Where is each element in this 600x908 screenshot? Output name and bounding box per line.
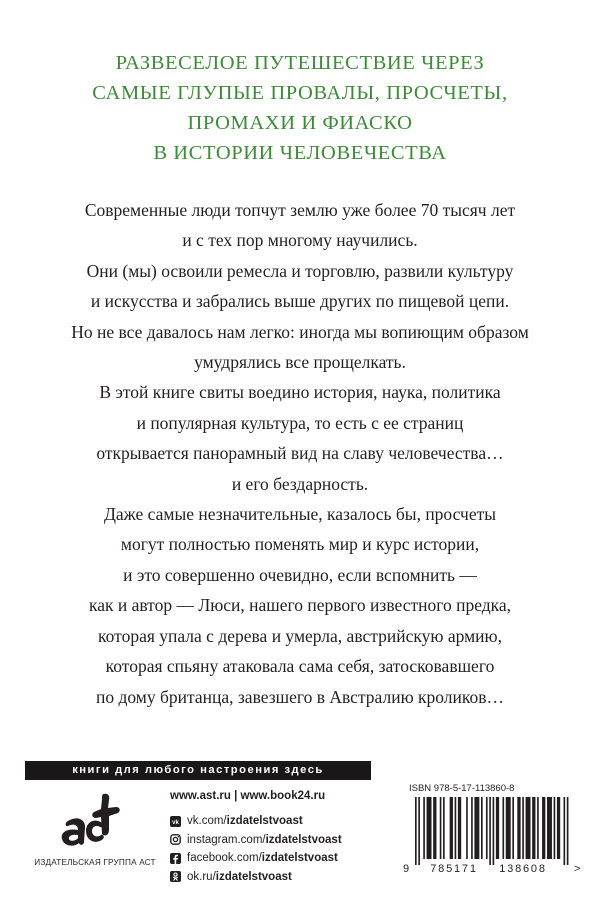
barcode-bar xyxy=(455,797,457,859)
barcode-bars xyxy=(415,797,568,865)
barcode-bar xyxy=(537,797,539,859)
social-prefix: facebook.com/ xyxy=(187,852,262,865)
blurb-line: могут полностью поменять мир и курс истории, xyxy=(120,534,480,555)
blurb-line: и его бездарность. xyxy=(231,473,369,494)
blurb-line: по дому британца, завезшего в Австралию кроликов… xyxy=(95,686,505,707)
isbn-label: ISBN 978-5-17-113860-8 xyxy=(409,783,515,794)
barcode-bar xyxy=(547,797,552,859)
barcode-bar xyxy=(517,797,520,859)
social-link-vk[interactable] xyxy=(170,812,342,831)
social-handle: izdatelstvoast xyxy=(215,870,292,883)
barcode-bar xyxy=(466,797,468,859)
blurb-line: Современные люди топчут землю уже более 70 тысяч лет xyxy=(84,200,516,220)
barcode xyxy=(399,795,589,875)
barcode-bar xyxy=(481,797,483,859)
blurb-line: и это совершенно очевидно, если вспомнить — xyxy=(123,564,477,585)
headline xyxy=(0,48,600,168)
barcode-bar xyxy=(554,797,556,859)
barcode-bar xyxy=(542,797,545,859)
ast-logo xyxy=(50,790,122,852)
barcode-left-digits: 785171 xyxy=(430,863,478,875)
social-prefix: vk.com/ xyxy=(187,815,227,828)
barcode-bar xyxy=(496,797,499,859)
blurb-line: которая упала с дерева и умерла, австрийскую армию, xyxy=(98,625,502,646)
barcode-bar xyxy=(502,797,504,859)
barcode-bar xyxy=(433,797,436,859)
barcode-right-digits: 138608 xyxy=(499,863,547,875)
barcode-bar xyxy=(493,797,495,865)
social-prefix: instagram.com/ xyxy=(187,833,266,846)
social-link-instagram[interactable] xyxy=(170,831,342,850)
barcode-bar xyxy=(474,797,479,859)
barcode-bar xyxy=(489,797,491,865)
svg-text:vk: vk xyxy=(172,819,179,826)
barcode-first-digit: 9 xyxy=(403,863,410,875)
instagram-icon xyxy=(170,834,181,845)
barcode-bar xyxy=(427,797,432,859)
social-link-odnoklassniki[interactable] xyxy=(170,868,342,887)
publisher-links xyxy=(170,790,342,886)
blurb-line: открывается панорамный вид на славу человечества… xyxy=(96,443,504,464)
barcode-bar xyxy=(443,797,445,859)
barcode-bar xyxy=(506,797,511,859)
blurb-line: которая спьяну атаковала сама себя, затосковавшего xyxy=(105,656,495,677)
blurb-line: и популярная культура, то есть с ее страниц xyxy=(136,412,464,433)
websites[interactable]: www.ast.ru | www.book24.ru xyxy=(170,790,326,802)
barcode-bar xyxy=(471,797,473,859)
headline-line: ПРОМАХИ И ФИАСКО xyxy=(187,112,413,134)
barcode-bar xyxy=(567,797,569,865)
social-link-facebook[interactable] xyxy=(170,849,342,868)
barcode-bar xyxy=(557,797,560,859)
barcode-bar xyxy=(526,797,531,859)
social-prefix: ok.ru/ xyxy=(187,870,216,883)
headline-line: РАЗВЕСЕЛОЕ ПУТЕШЕСТВИЕ ЧЕРЕЗ xyxy=(115,52,485,74)
blurb-line: умудрялись все прощелкать. xyxy=(194,352,406,373)
blurb-line: и с тех пор многому научились. xyxy=(182,230,418,251)
barcode-bar xyxy=(532,797,535,859)
blurb-line: Они (мы) освоили ремесла и торговлю, развили культуру xyxy=(86,260,514,281)
barcode-bar xyxy=(458,797,461,859)
social-handle: izdatelstvoast xyxy=(265,833,342,846)
blurb-line: как и автор — Люси, нашего первого известного предка, xyxy=(88,595,512,616)
barcode-bar xyxy=(423,797,425,859)
barcode-arrow: > xyxy=(574,863,581,875)
barcode-bar xyxy=(418,797,420,865)
barcode-bar xyxy=(512,797,514,859)
blurb-line: Но не все давалось нам легко: иногда мы вопиющим образом xyxy=(71,321,529,342)
blurb-line: Даже самые незначительные, казалось бы, просчеты xyxy=(103,504,497,525)
blurb-text xyxy=(0,195,600,712)
vk-icon xyxy=(170,816,181,827)
headline-line: В ИСТОРИИ ЧЕЛОВЕЧЕСТВА xyxy=(153,142,447,164)
facebook-icon xyxy=(170,853,181,864)
publisher-name: ИЗДАТЕЛЬСКАЯ ГРУППА АСТ xyxy=(34,858,156,867)
barcode-bar xyxy=(440,797,442,859)
social-handle: izdatelstvoast xyxy=(226,815,303,828)
barcode-bar xyxy=(415,797,417,865)
odnoklassniki-icon xyxy=(170,871,181,882)
barcode-bar xyxy=(564,797,566,865)
barcode-bar xyxy=(486,797,488,859)
barcode-bar xyxy=(450,797,453,859)
tagline-banner: книги для любого настроения здесь xyxy=(25,761,371,780)
blurb-line: и искусства и забрались выше других по пищевой цепи. xyxy=(90,291,510,312)
social-handle: izdatelstvoast xyxy=(261,852,338,865)
blurb-line: В этой книге свиты воедино история, наука, политика xyxy=(99,382,501,403)
headline-line: САМЫЕ ГЛУПЫЕ ПРОВАЛЫ, ПРОСЧЕТЫ, xyxy=(92,82,508,104)
barcode-bar xyxy=(522,797,524,859)
